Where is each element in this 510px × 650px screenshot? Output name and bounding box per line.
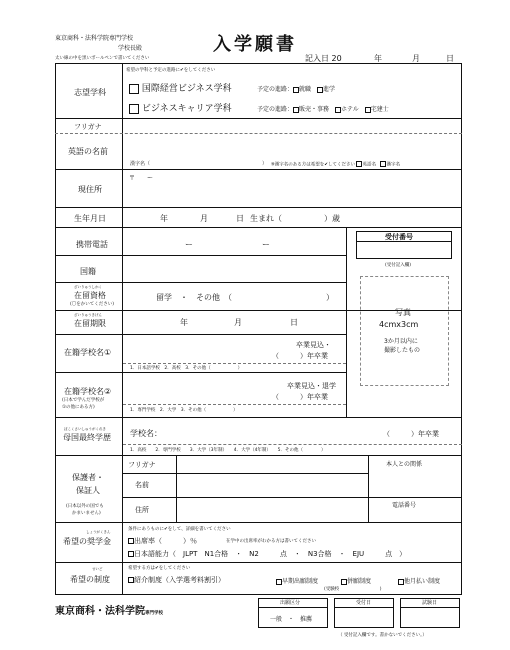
scholarship-label: 希望の奨学金 [63,537,111,546]
photo-area[interactable] [360,276,449,386]
name-choice: ※漢字名のある方は希望を✔してください 英語名 漢字名 [271,162,400,168]
office-note: （ 受付記入欄です。書かないでください。） [338,633,427,638]
system-early[interactable]: 早期出願制度 [276,576,318,585]
photo-note1: 3か月以内に [384,338,418,345]
period-day: 日 [290,318,298,327]
exam-date-label: 試験日 [422,600,438,606]
guardian-relation: 本人との関係 [386,461,423,468]
birth-year: 年 [160,214,168,223]
school1-types: 1．日本語学校 2．高校 3．その他（ ） [130,366,243,371]
school1-year: （ ）年卒業 [272,352,328,360]
school2-sub2: ①の他にある方) [62,405,95,410]
guardian-sub2: かまいません) [72,511,101,516]
phone-sep1: ー [185,240,193,249]
phone-label: 携帯電話 [76,240,108,249]
scholarship-attendance-note: 在学中の出席率がわかる方は書いてください [226,539,316,544]
guardian-name: 名前 [135,481,149,489]
principal-address: 学校長殿 [118,45,143,52]
guardian-furigana: フリガナ [128,461,156,469]
guardian-phone: 電話番号 [392,502,417,509]
guardian-label1: 保護者・ [72,473,104,482]
birthdate-label: 生年月日 [74,214,106,223]
course1-path: 予定の進路： 就職 進学 [257,86,336,93]
scholarship-jlpt[interactable]: 日本語能力（ JLPT N1合格 ・ N2 点 ・ N3合格 ・ EJU 点 ） [128,549,406,559]
kanji-name-close: ） [262,161,268,167]
course-note: 希望の学科と予定の進路に✔をしてください [126,68,216,73]
system-note: 希望する方は✔をしてください [128,566,191,571]
kanji-name-label: 漢字名（ [130,161,151,167]
guardian-sub1: (日本以外の国でも [66,504,104,509]
birth-month: 月 [200,214,208,223]
school2-year: （ ）年卒業 [272,393,328,401]
brand-logo: 東京商科・法科学院専門学校 [55,606,163,617]
final-edu-school-label: 学校名： [130,429,162,438]
final-edu-ruby: ぼこくさいしゅうがくれき [64,427,106,431]
guardian-label2: 保証人 [76,486,100,495]
status-sub: (〇をかいてください) [70,302,115,307]
date-label: 記入日 20 [305,54,342,63]
name-label: 英語の名前 [68,147,108,156]
school2-label: 在籍学校名② [64,387,112,396]
furigana-label: フリガナ [74,123,102,131]
postal-code-field[interactable]: 〒 ー [129,175,154,182]
school2-sub1: (日本で学んだ学校が [62,398,105,403]
school1-grad: 卒業見込・ [296,341,331,349]
period-year: 年 [180,318,188,327]
instruction-text: 太い線の中を黒いボールペンで書いてください [55,56,150,61]
system-combined[interactable]: 併願制度 [341,576,371,585]
period-month: 月 [234,318,242,327]
phone-sep2: ー [262,240,270,249]
page-title: 入学願書 [213,34,297,55]
system-label: 希望の制度 [70,575,110,584]
birth-born: 生まれ（ [250,214,282,223]
guardian-address: 住所 [135,506,149,514]
status-options[interactable]: 留学 ・ その他 （ [156,293,232,302]
checkbox[interactable] [129,104,139,114]
system-ruby: せいど [92,567,103,571]
course-option-business-career[interactable]: ビジネスキャリア学科 [129,101,232,114]
receipt-number-title: 受付番号 [385,233,413,241]
birth-day: 日 [236,214,244,223]
course-option-intl-business[interactable]: 国際経営ビジネス学科 [129,81,232,94]
system-referral[interactable]: 紹介制度（入学選考料割引） [128,575,225,585]
date-year: 年 [374,54,382,63]
system-combined-sub: (受験校 ) [324,587,382,592]
scholarship-note: 条件にあうものに✔をして、詳細を書いてください [128,527,231,532]
final-edu-year: （ ）年卒業 [383,430,439,438]
course2-path: 予定の進路： 販売・事務 ホテル 宅建士 [257,106,389,113]
checkbox[interactable] [129,84,139,94]
school2-types: 1．専門学校 2．大学 3．その他（ ） [130,408,238,413]
school2-grad: 卒業見込・退学 [287,382,336,390]
status-close: ） [326,293,334,302]
photo-title: 写真 [395,308,411,317]
receipt-date-label: 受付日 [356,600,372,606]
exam-type-value: 一般 ・ 推薦 [270,616,313,623]
photo-size: 4cmx3cm [379,320,419,329]
birth-age: ）歳 [324,214,340,223]
final-edu-types: 1．高校 2．専門学校 3．大学（3年制） 4．大学（4年制） 5．その他（ ） [130,448,326,453]
status-ruby: ざいりゅうしかく [74,285,102,289]
school1-label: 在籍学校名① [64,348,112,357]
nationality-label: 国籍 [80,267,96,276]
course-label: 志望学科 [74,88,106,97]
date-month: 月 [412,54,420,63]
system-monthly[interactable]: 他月払い制度 [398,576,440,585]
receipt-note: (受付記入欄) [385,263,412,268]
school-name: 東京商科・法科学院専門学校 [55,35,134,42]
exam-type-label: 出願区分 [280,600,301,606]
scholarship-ruby: しょうがくきん [86,530,111,534]
final-edu-label: 母国最終学歴 [63,433,111,442]
period-label: 在留期限 [74,319,106,328]
photo-note2: 撮影したもの [384,347,421,354]
address-label: 現住所 [78,185,102,194]
date-day: 日 [446,54,454,63]
status-label: 在留資格 [74,291,106,300]
period-ruby: ざいりゅうきげん [74,313,102,317]
scholarship-attendance[interactable]: 出席率（ ）％ [128,536,197,546]
